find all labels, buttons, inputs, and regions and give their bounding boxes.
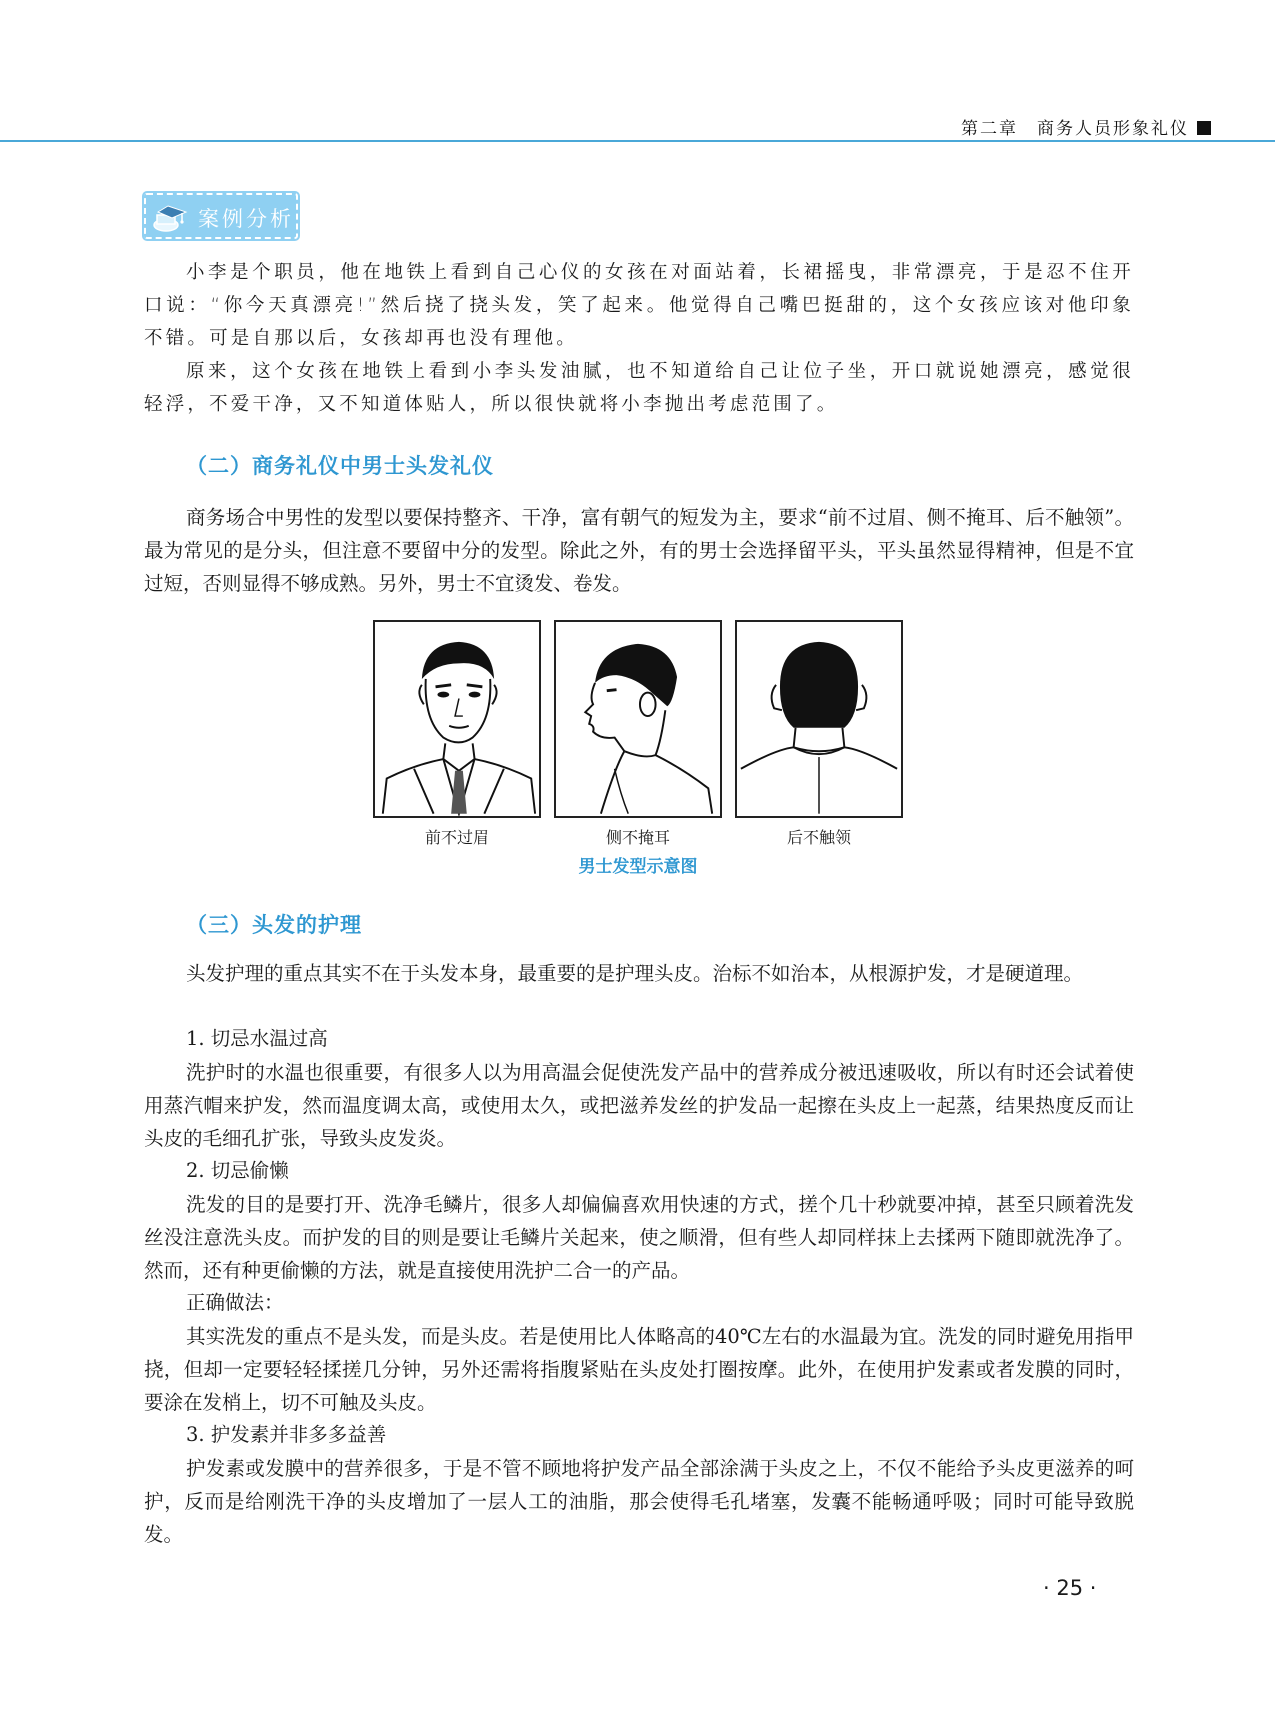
side-view-illustration xyxy=(554,620,722,818)
header-rule xyxy=(0,140,1275,142)
chapter-title-text: 第二章 商务人员形象礼仪 xyxy=(961,119,1189,139)
front-view-illustration xyxy=(373,620,541,818)
section-heading-hair-care: （三）头发的护理 xyxy=(186,913,362,937)
item-3-text: 护发素或发膜中的营养很多，于是不管不顾地将护发产品全部涂满于头皮之上，不仅不能给予头皮更滋养的呵护，反而是给刚洗干净的头皮增加了一层人工的油脂，那会使得毛孔堵塞，发囊不能畅通呼吸；同时可能导致脱发。 xyxy=(144,1457,1134,1546)
page-number: · 25 · xyxy=(1043,1576,1097,1600)
item-2-text: 洗发的目的是要打开、洗净毛鳞片，很多人却偏偏喜欢用快速的方式，搓个几十秒就要冲掉，甚至只顾着洗发丝没注意洗头皮。而护发的目的则是要让毛鳞片关起来，使之顺滑，但有些人却同样抹上去揉两下随即就洗净了。然而，还有种更偷懒的方法，就是直接使用洗护二合一的产品。 xyxy=(144,1193,1134,1282)
back-view-illustration xyxy=(735,620,903,818)
graduation-cap-books-icon xyxy=(152,201,192,233)
item-1-title: 1. 切忌水温过高 xyxy=(186,1027,328,1050)
correct-method-title: 正确做法： xyxy=(186,1291,284,1314)
figure-label-side: 侧不掩耳 xyxy=(605,828,670,847)
chapter-title xyxy=(961,114,1211,139)
case-analysis-badge xyxy=(144,193,298,239)
hairstyle-figure xyxy=(373,620,903,820)
item-1-text: 洗护时的水温也很重要，有很多人以为用高温会促使洗发产品中的营养成分被迅速吸收，所以有时还会试着使用蒸汽帽来护发，然而温度调太高，或使用太久，或把滋养发丝的护发品一起擦在头皮上一起蒸，结果热度反而让头皮的毛细孔扩张，导致头皮发炎。 xyxy=(144,1061,1134,1150)
hair-etiquette-paragraph: 商务场合中男性的发型以要保持整齐、干净，富有朝气的短发为主，要求“前不过眉、侧不掩耳、后不触领”。最为常见的是分头，但注意不要留中分的发型。除此之外，有的男士会选择留平头，平头虽然显得精神，但是不宜过短，否则显得不够成熟。另外，男士不宜烫发、卷发。 xyxy=(144,506,1134,595)
case-analysis-label: 案例分析 xyxy=(198,207,294,231)
figure-caption: 男士发型示意图 xyxy=(578,857,698,877)
item-2-title: 2. 切忌偷懒 xyxy=(186,1159,289,1182)
figure-label-back: 后不触领 xyxy=(786,828,851,847)
case-paragraph-1: 小李是个职员，他在地铁上看到自己心仪的女孩在对面站着，长裙摇曳，非常漂亮，于是忍不住开口说：“你今天真漂亮!”然后挠了挠头发，笑了起来。他觉得自己嘴巴挺甜的，这个女孩应该对他印象不错。可是自那以后，女孩却再也没有理他。 xyxy=(144,262,1134,349)
case-paragraph-2: 原来，这个女孩在地铁上看到小李头发油腻，也不知道给自己让位子坐，开口就说她漂亮，感觉很轻浮，不爱干净，又不知道体贴人，所以很快就将小李抛出考虑范围了。 xyxy=(144,361,1134,415)
hair-care-intro: 头发护理的重点其实不在于头发本身，最重要的是护理头皮。治标不如治本，从根源护发，才是硬道理。 xyxy=(186,962,1084,985)
correct-method-text: 其实洗发的重点不是头发，而是头皮。若是使用比人体略高的40℃左右的水温最为宜。洗发的同时避免用指甲挠，但却一定要轻轻揉搓几分钟，另外还需将指腹紧贴在头皮处打圈按摩。此外，在使用护发素或者发膜的同时，要涂在发梢上，切不可触及头皮。 xyxy=(144,1325,1134,1414)
page-header xyxy=(0,0,1275,145)
item-3-title: 3. 护发素并非多多益善 xyxy=(186,1423,387,1446)
square-bullet-icon xyxy=(1197,121,1211,135)
figure-label-front: 前不过眉 xyxy=(424,828,489,847)
section-heading-hair-etiquette: （二）商务礼仪中男士头发礼仪 xyxy=(186,454,494,478)
